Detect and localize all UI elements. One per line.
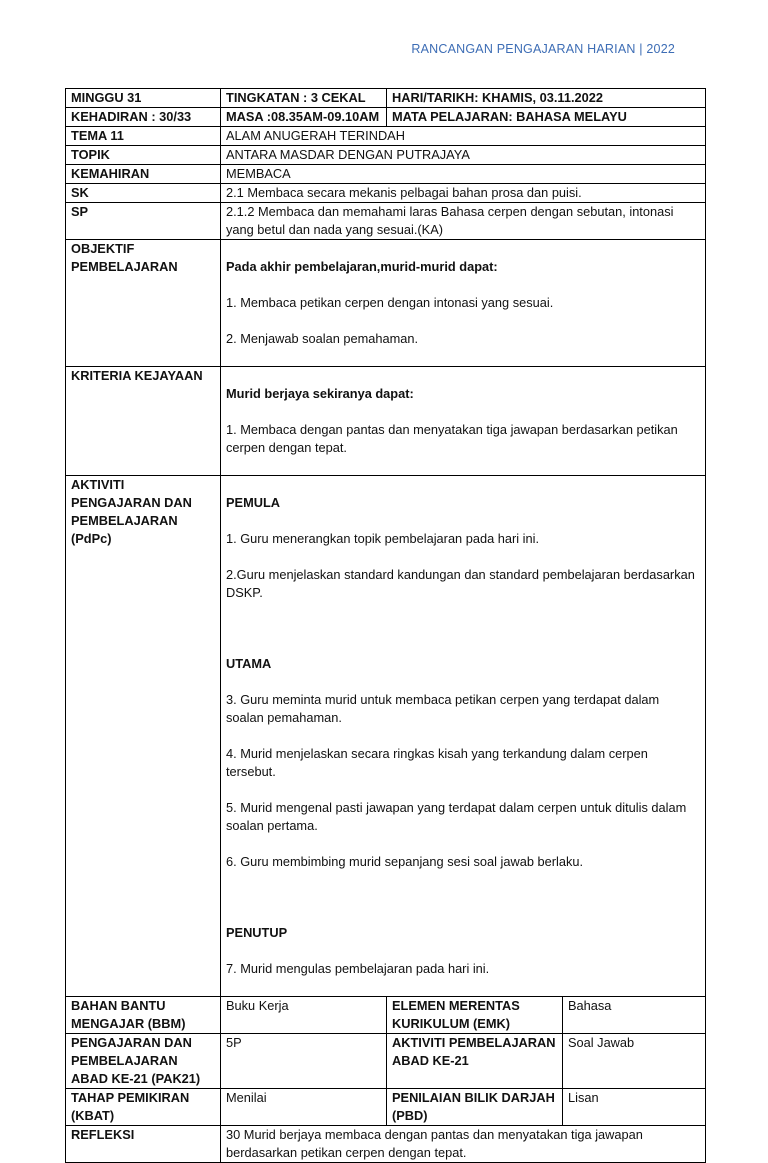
table-row bbox=[66, 476, 706, 997]
activity-item: 4. Murid menjelaskan secara ringkas kisah yang terkandung dalam cerpen tersebut. bbox=[226, 746, 648, 779]
aktiviti-label: AKTIVITI PENGAJARAN DAN PEMBELAJARAN (PdPc) bbox=[66, 476, 221, 997]
sp-value: 2.1.2 Membaca dan memahami laras Bahasa cerpen dengan sebutan, intonasi yang betul dan nada yang sesuai.(KA) bbox=[221, 203, 706, 240]
objektif-content bbox=[221, 240, 706, 367]
pak21-label: PENGAJARAN DAN PEMBELAJARAN ABAD KE-21 (PAK21) bbox=[66, 1034, 221, 1089]
tingkatan-cell: TINGKATAN : 3 CEKAL bbox=[221, 89, 387, 108]
bbm-label: BAHAN BANTU MENGAJAR (BBM) bbox=[66, 997, 221, 1034]
pbd-value: Lisan bbox=[563, 1089, 706, 1126]
masa-cell: MASA :08.35AM-09.10AM bbox=[221, 108, 387, 127]
penutup-heading: PENUTUP bbox=[226, 925, 288, 940]
sp-label: SP bbox=[66, 203, 221, 240]
emk-label: ELEMEN MERENTAS KURIKULUM (EMK) bbox=[387, 997, 563, 1034]
aktiviti-content bbox=[221, 476, 706, 997]
utama-heading: UTAMA bbox=[226, 656, 272, 671]
objektif-intro: Pada akhir pembelajaran,murid-murid dapat: bbox=[226, 259, 498, 274]
minggu-cell: MINGGU 31 bbox=[66, 89, 221, 108]
objektif-label: OBJEKTIF PEMBELAJARAN bbox=[66, 240, 221, 367]
objektif-item: 1. Membaca petikan cerpen dengan intonasi yang sesuai. bbox=[226, 295, 554, 310]
table-row bbox=[66, 1126, 706, 1163]
table-row bbox=[66, 240, 706, 367]
kriteria-content bbox=[221, 367, 706, 476]
topik-value: ANTARA MASDAR DENGAN PUTRAJAYA bbox=[221, 146, 706, 165]
table-row bbox=[66, 127, 706, 146]
activity-item: 1. Guru menerangkan topik pembelajaran pada hari ini. bbox=[226, 531, 540, 546]
pemula-heading: PEMULA bbox=[226, 495, 281, 510]
table-row bbox=[66, 997, 706, 1034]
kriteria-label: KRITERIA KEJAYAAN bbox=[66, 367, 221, 476]
activity-item: 7. Murid mengulas pembelajaran pada hari ini. bbox=[226, 961, 490, 976]
table-row bbox=[66, 367, 706, 476]
kemahiran-label: KEMAHIRAN bbox=[66, 165, 221, 184]
table-row bbox=[66, 89, 706, 108]
kriteria-intro: Murid berjaya sekiranya dapat: bbox=[226, 386, 414, 401]
aktiviti-abad21-label: AKTIVITI PEMBELAJARAN ABAD KE-21 bbox=[387, 1034, 563, 1089]
hari-tarikh-cell: HARI/TARIKH: KHAMIS, 03.11.2022 bbox=[387, 89, 706, 108]
kbat-label: TAHAP PEMIKIRAN (KBAT) bbox=[66, 1089, 221, 1126]
refleksi-value: 30 Murid berjaya membaca dengan pantas dan menyatakan tiga jawapan berdasarkan petikan cerpen dengan tepat. bbox=[221, 1126, 706, 1163]
activity-item: 2.Guru menjelaskan standard kandungan dan standard pembelajaran berdasarkan DSKP. bbox=[226, 567, 695, 600]
refleksi-label: REFLEKSI bbox=[66, 1126, 221, 1163]
bbm-value: Buku Kerja bbox=[221, 997, 387, 1034]
kbat-value: Menilai bbox=[221, 1089, 387, 1126]
activity-item: 6. Guru membimbing murid sepanjang sesi soal jawab berlaku. bbox=[226, 854, 584, 869]
sk-value: 2.1 Membaca secara mekanis pelbagai bahan prosa dan puisi. bbox=[221, 184, 706, 203]
mata-pelajaran-cell: MATA PELAJARAN: BAHASA MELAYU bbox=[387, 108, 706, 127]
activity-item: 5. Murid mengenal pasti jawapan yang terdapat dalam cerpen untuk ditulis dalam soalan pertama. bbox=[226, 800, 687, 833]
aktiviti-abad21-value: Soal Jawab bbox=[563, 1034, 706, 1089]
table-row bbox=[66, 203, 706, 240]
tema-value: ALAM ANUGERAH TERINDAH bbox=[221, 127, 706, 146]
kehadiran-cell: KEHADIRAN : 30/33 bbox=[66, 108, 221, 127]
lesson-plan-table bbox=[65, 88, 706, 1163]
table-row bbox=[66, 1089, 706, 1126]
document-header: RANCANGAN PENGAJARAN HARIAN | 2022 bbox=[411, 42, 675, 56]
kriteria-item: 1. Membaca dengan pantas dan menyatakan tiga jawapan berdasarkan petikan cerpen dengan tepat. bbox=[226, 422, 678, 455]
pbd-label: PENILAIAN BILIK DARJAH (PBD) bbox=[387, 1089, 563, 1126]
objektif-item: 2. Menjawab soalan pemahaman. bbox=[226, 331, 419, 346]
spacer bbox=[226, 889, 700, 906]
kemahiran-value: MEMBACA bbox=[221, 165, 706, 184]
pak21-value: 5P bbox=[221, 1034, 387, 1089]
topik-label: TOPIK bbox=[66, 146, 221, 165]
table-row bbox=[66, 1034, 706, 1089]
table-row bbox=[66, 165, 706, 184]
table-row bbox=[66, 108, 706, 127]
tema-label: TEMA 11 bbox=[66, 127, 221, 146]
sk-label: SK bbox=[66, 184, 221, 203]
activity-item: 3. Guru meminta murid untuk membaca petikan cerpen yang terdapat dalam soalan pemahaman. bbox=[226, 692, 660, 725]
table-row bbox=[66, 146, 706, 165]
emk-value: Bahasa bbox=[563, 997, 706, 1034]
table-row bbox=[66, 184, 706, 203]
spacer bbox=[226, 620, 700, 637]
